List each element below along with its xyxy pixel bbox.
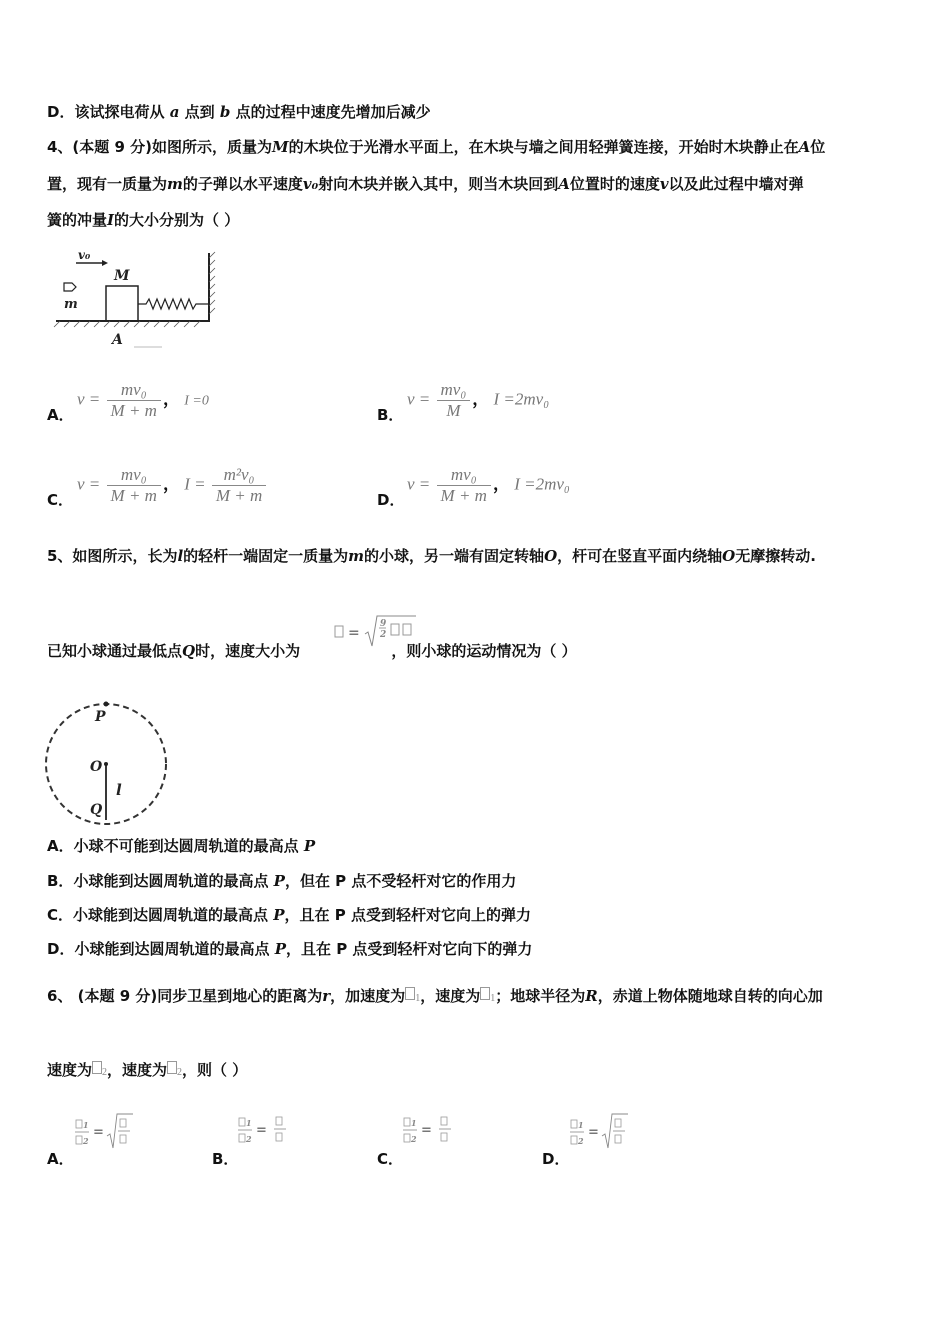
q6-stem-line-2: 速度为 2，速度为 2，则（ ） xyxy=(47,1061,248,1079)
svg-text:2: 2 xyxy=(246,1134,252,1144)
q6-option-c-formula xyxy=(401,1112,471,1154)
svg-text:=: = xyxy=(93,1125,104,1140)
svg-text:P: P xyxy=(95,709,106,725)
q4-spring-block-figure xyxy=(52,248,222,353)
q6-option-a-formula xyxy=(73,1112,143,1154)
q4-stem-line-2: 置，现有一质量为m的子弹以水平速度v₀射向木块并嵌入其中，则当木块回到A位置时的速度v以及此过程中墙对弹 xyxy=(47,175,804,193)
q5-circle-figure xyxy=(40,698,175,828)
svg-text:2: 2 xyxy=(380,630,387,640)
M-label: M xyxy=(114,268,130,284)
q6-option-a[interactable]: A． 1 2 = xyxy=(47,1112,217,1167)
q5-option-a[interactable]: A．小球不可能到达圆周轨道的最高点 P xyxy=(47,837,316,855)
q6-option-d[interactable]: D． 1 2 = xyxy=(542,1112,712,1167)
svg-text:2: 2 xyxy=(578,1136,584,1146)
q5-option-d[interactable]: D．小球能到达圆周轨道的最高点 P，且在 P 点受到轻杆对它向下的弹力 xyxy=(47,940,533,958)
block-M xyxy=(106,286,138,321)
A-label: A xyxy=(112,332,123,348)
svg-text:Q: Q xyxy=(90,802,103,818)
svg-text:=: = xyxy=(348,625,360,641)
svg-text:=: = xyxy=(421,1123,432,1138)
m-label: m xyxy=(64,297,78,312)
q3-option-d: D．该试探电荷从 a 点到 b 点的过程中速度先增加后减少 xyxy=(47,103,431,121)
svg-text:2: 2 xyxy=(411,1134,417,1144)
q5-stem-line-1: 5、如图所示，长为l的轻杆一端固定一质量为m的小球，另一端有固定转轴O，杆可在竖直平面内绕轴O无摩擦转动. xyxy=(47,547,816,565)
svg-text:=: = xyxy=(256,1123,267,1138)
svg-text:=: = xyxy=(588,1125,599,1140)
q6-stem-line-1: 6、 (本题 9 分)同步卫星到地心的距离为r，加速度为 1，速度为 1；地球半径为R，赤道上物体随地球自转的向心加 xyxy=(47,987,823,1005)
q6-option-c[interactable]: C． 1 2 = xyxy=(377,1112,547,1167)
q5-option-b[interactable]: B．小球能到达圆周轨道的最高点 P，但在 P 点不受轻杆对它的作用力 xyxy=(47,872,517,890)
point-P xyxy=(104,702,109,707)
svg-text:1: 1 xyxy=(83,1120,89,1130)
svg-text:9: 9 xyxy=(380,619,387,629)
q5-velocity-formula xyxy=(333,612,423,652)
svg-text:2: 2 xyxy=(83,1136,89,1146)
svg-text:l: l xyxy=(116,781,122,799)
v0-label: v₀ xyxy=(78,248,91,262)
q6-option-b-formula xyxy=(236,1112,306,1154)
bullet-shape xyxy=(64,283,76,291)
svg-text:1: 1 xyxy=(246,1118,252,1128)
svg-text:O: O xyxy=(90,759,103,775)
q4-stem-line-1: 4、(本题 9 分)如图所示，质量为M的木块位于光滑水平面上，在木块与墙之间用轻弹簧连接，开始时木块静止在A位 xyxy=(47,138,826,156)
svg-text:1: 1 xyxy=(411,1118,417,1128)
q5-option-c[interactable]: C．小球能到达圆周轨道的最高点 P，且在 P 点受到轻杆对它向上的弹力 xyxy=(47,906,531,924)
q5-stem-line-2: 已知小球通过最低点Q时，速度大小为 ，则小球的运动情况为（ ） xyxy=(47,642,577,660)
q6-option-b[interactable]: B． 1 2 = xyxy=(212,1112,382,1167)
axis-O xyxy=(104,762,108,766)
q6-option-d-formula xyxy=(568,1112,638,1154)
q4-stem-line-3: 簧的冲量I的大小分别为（ ） xyxy=(47,211,240,229)
svg-text:1: 1 xyxy=(578,1120,584,1130)
spring xyxy=(138,299,208,309)
